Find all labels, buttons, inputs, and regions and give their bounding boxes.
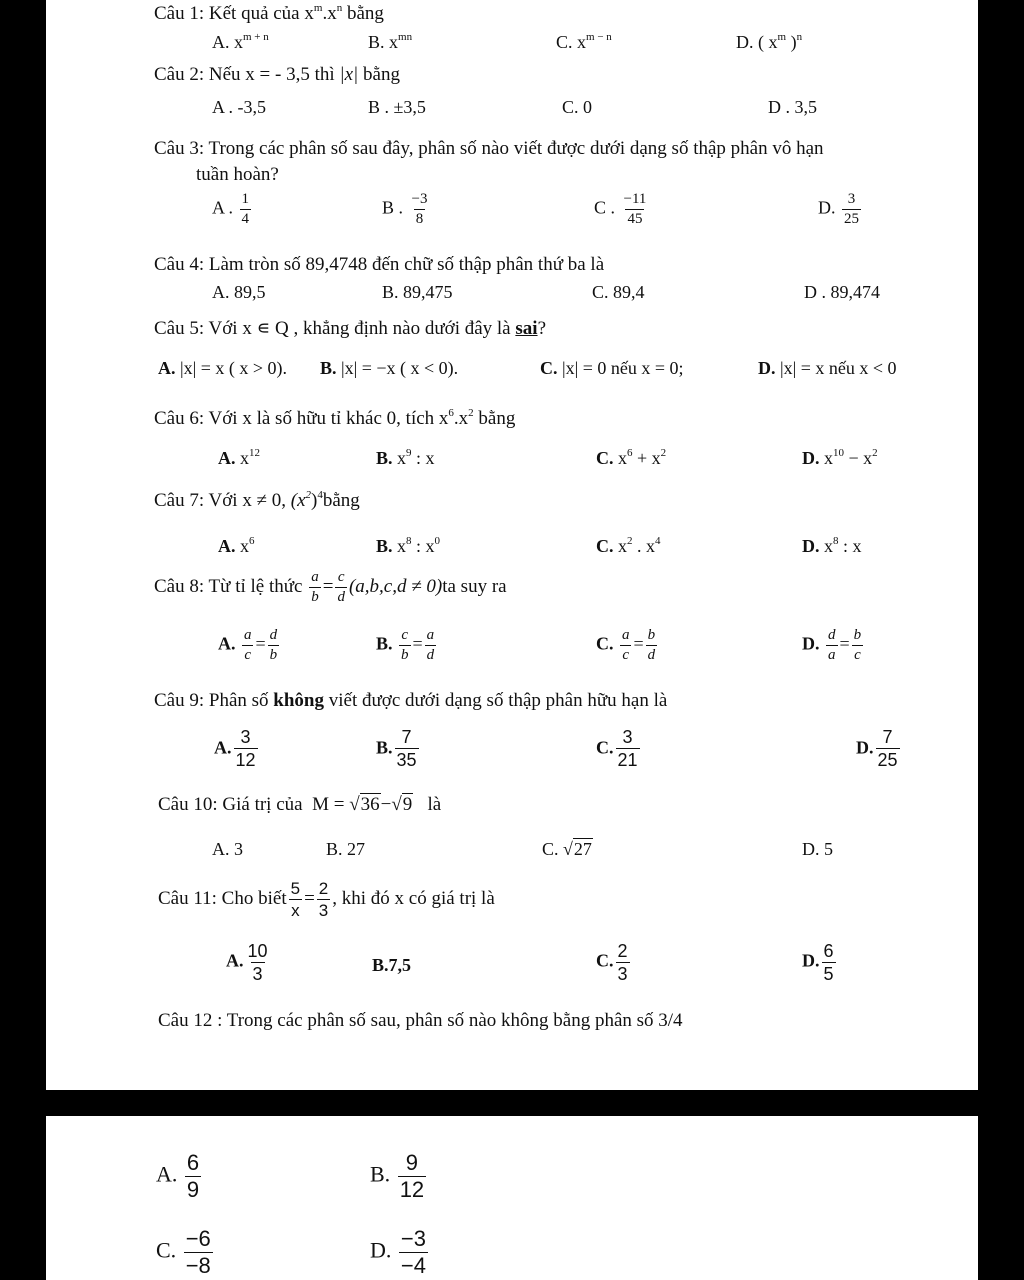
q6-option-a[interactable]: A. $x^{12}$: [218, 447, 260, 468]
q12-option-d[interactable]: D. $\frac{-3}{-4}$: [370, 1226, 426, 1278]
q7-option-c[interactable]: C. $x^2$ . $x^4$: [596, 535, 661, 556]
q9-option-a[interactable]: A. $\frac{3}{12}$: [214, 727, 256, 770]
q1-option-b[interactable]: B. $x^{mn}$: [368, 31, 413, 52]
q1-option-d[interactable]: D. ( $x^m$ )$^n$: [736, 31, 803, 52]
question-11: Câu 11: Cho biết $\frac{5}{x}$ = $\frac{2}{3}$ , khi đó x có giá trị là: [158, 879, 495, 920]
q11-option-b[interactable]: B.7,5: [372, 955, 412, 975]
q10-option-a[interactable]: A. 3: [212, 839, 243, 859]
q3-option-b[interactable]: B . $\frac{-3}{8}$: [382, 191, 428, 227]
q9-option-d[interactable]: D. $\frac{7}{25}$: [856, 727, 898, 770]
q4-option-d[interactable]: D . 89,474: [804, 282, 880, 302]
q10-option-c[interactable]: C. √27: [542, 839, 592, 859]
q7-option-a[interactable]: A. $x^6$: [218, 535, 255, 556]
q12-option-b[interactable]: B. $\frac{9}{12}$: [370, 1150, 425, 1202]
q6-option-b[interactable]: B. $x^9$ : x: [376, 447, 435, 468]
question-6: Câu 6: Với x là số hữu tỉ khác 0, tích $x^6.x^2$ bằng: [154, 407, 516, 429]
question-4: Câu 4: Làm tròn số 89,4748 đến chữ số thập phân thứ ba là: [154, 254, 605, 275]
q5-option-d[interactable]: D. |x| = x nếu x < 0: [758, 358, 897, 378]
question-8: Câu 8: Từ tỉ lệ thức $\frac{a}{b}$ = $\frac{c}{d}$ (a,b,c,d ≠ 0)ta suy ra: [154, 569, 507, 605]
q9-option-b[interactable]: B. $\frac{7}{35}$: [376, 727, 417, 770]
question-12: Câu 12 : Trong các phân số sau, phân số nào không bằng phân số 3/4: [158, 1010, 683, 1031]
question-3-line2: tuần hoàn?: [196, 164, 279, 185]
question-10: Câu 10: Giá trị của M = √36−√9 là: [158, 794, 442, 815]
q12-option-c[interactable]: C. $\frac{-6}{-8}$: [156, 1226, 211, 1278]
q2-option-b[interactable]: B . ±3,5: [368, 97, 426, 117]
question-2: Câu 2: Nếu x = - 3,5 thì |x| bằng: [154, 64, 400, 85]
q1-option-c[interactable]: C. $x^{m - n}$: [556, 31, 612, 52]
question-3: Câu 3: Trong các phân số sau đây, phân số nào viết được dưới dạng số thập phân vô hạn: [154, 138, 824, 159]
q8-option-c[interactable]: C. $\frac{a}{c}$ = $\frac{b}{d}$: [596, 627, 656, 663]
q8-option-d[interactable]: D. $\frac{d}{a}$ = $\frac{b}{c}$: [802, 627, 862, 663]
worksheet-page-2: [46, 1116, 978, 1280]
q10-option-b[interactable]: B. 27: [326, 839, 366, 859]
q8-option-b[interactable]: B. $\frac{c}{b}$ = $\frac{a}{d}$: [376, 627, 435, 663]
q10-option-d[interactable]: D. 5: [802, 839, 833, 859]
q11-option-d[interactable]: D. $\frac{6}{5}$: [802, 941, 834, 984]
q12-option-a[interactable]: A. $\frac{6}{9}$: [156, 1150, 200, 1202]
question-7: Câu 7: Với x ≠ 0, $(x^2)^4bằng$: [154, 489, 360, 511]
q1-text: Câu 1: Kết quả của: [154, 3, 300, 24]
question-9: Câu 9: Phân số không viết được dưới dạng số thập phân hữu hạn là: [154, 690, 668, 711]
q2-option-d[interactable]: D . 3,5: [768, 97, 817, 117]
question-1: Câu 1: Kết quả của $x^m.x^n$ bằng: [154, 2, 384, 24]
q9-option-c[interactable]: C. $\frac{3}{21}$: [596, 727, 638, 770]
q6-option-d[interactable]: D. $x^{10} - x^2$: [802, 447, 878, 468]
q8-option-a[interactable]: A. $\frac{a}{c}$ = $\frac{d}{b}$: [218, 627, 278, 663]
q5-option-b[interactable]: B. |x| = −x ( x < 0).: [320, 358, 459, 378]
worksheet-page-1: [46, 0, 978, 1090]
q3-option-d[interactable]: D. $\frac{3}{25}$: [818, 191, 859, 227]
question-5: Câu 5: Với x ∊ Q , khẳng định nào dưới đây là sai?: [154, 318, 546, 339]
q4-option-b[interactable]: B. 89,475: [382, 282, 453, 302]
q4-option-c[interactable]: C. 89,4: [592, 282, 645, 302]
q5-option-c[interactable]: C. |x| = 0 nếu x = 0;: [540, 358, 684, 378]
q5-option-a[interactable]: A. |x| = x ( x > 0).: [158, 358, 287, 378]
q1-option-a[interactable]: A. $x^{m + n}$: [212, 31, 269, 52]
q3-option-a[interactable]: A . $\frac{1}{4}$: [212, 191, 250, 227]
q7-option-d[interactable]: D. $x^8$ : x: [802, 535, 862, 556]
q3-option-c[interactable]: C . $\frac{-11}{45}$: [594, 191, 647, 227]
q2-option-a[interactable]: A . -3,5: [212, 97, 266, 117]
q6-option-c[interactable]: C. $x^6 + x^2$: [596, 447, 667, 468]
q2-option-c[interactable]: C. 0: [562, 97, 593, 117]
q11-option-a[interactable]: A. $\frac{10}{3}$: [226, 941, 268, 984]
q11-option-c[interactable]: C. $\frac{2}{3}$: [596, 941, 628, 984]
q7-option-b[interactable]: B. $x^8$ : $x^0$: [376, 535, 441, 556]
q4-option-a[interactable]: A. 89,5: [212, 282, 266, 302]
